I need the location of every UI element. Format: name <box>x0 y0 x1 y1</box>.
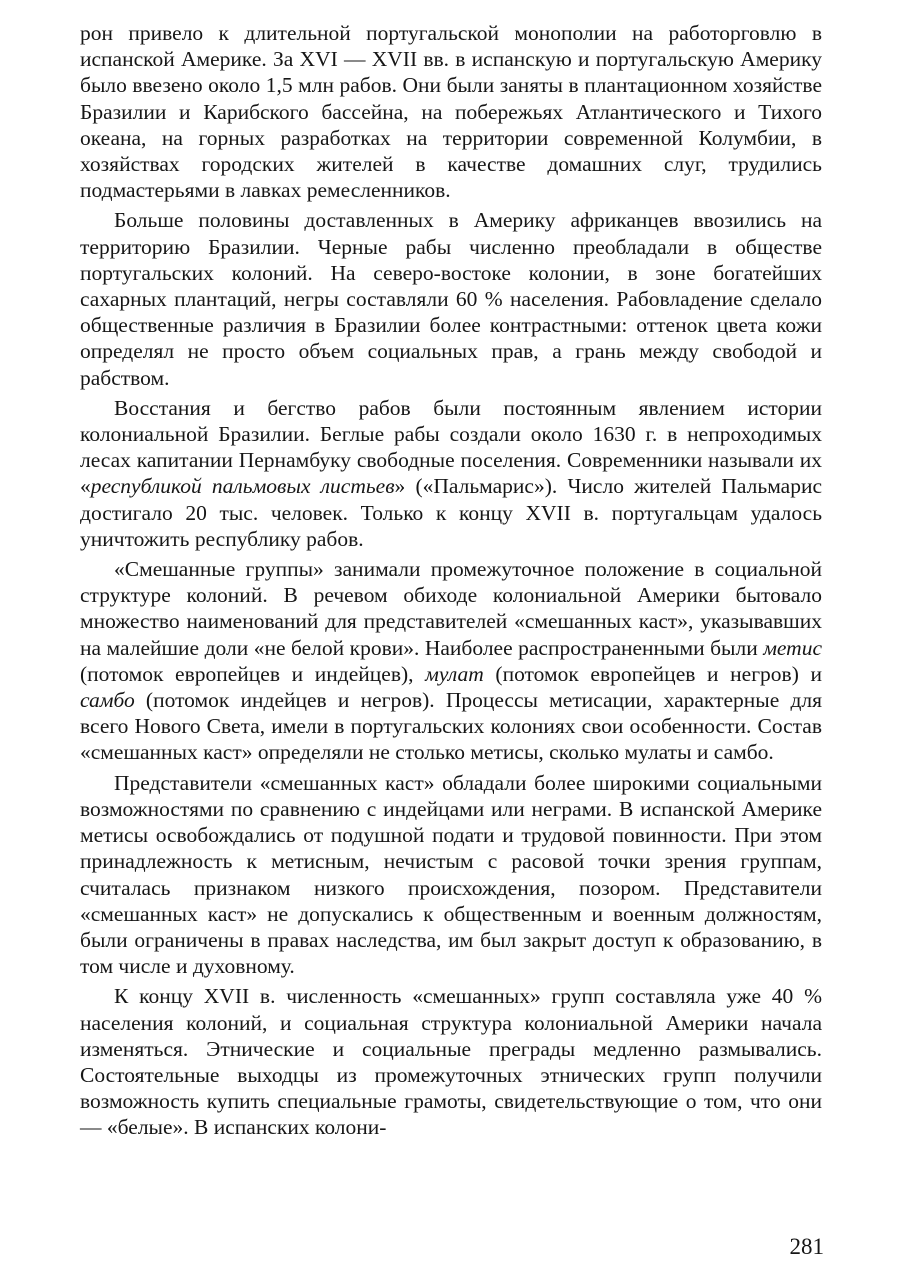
paragraph <box>80 20 822 203</box>
page-number: 281 <box>789 1234 824 1259</box>
italic-term: самбо <box>80 688 135 713</box>
text-run: (потомок индейцев и негров). Процессы метисации, характерные для всего Нового Света, имели в португальских колониях свои особенности. Состав «смешанных каст» определяли не столько метисы, сколько мулаты и самбо. <box>80 688 822 765</box>
text-run: рон привело к длительной португальской монополии на работорговлю в испанской Америке. За XVI — XVII вв. в испанскую и португальскую Америку было ввезено около 1,5 млн рабов. Они были заняты в плантационном хозяйстве Бразилии и Карибского бассейна, на побережьях Атлантического и Тихого океана, на горных разработках на территории современной Колумбии, в хозяйствах городских жителей в качестве домашних слуг, трудились подмастерьями в лавках ремесленников. <box>80 21 822 203</box>
paragraph <box>80 395 822 552</box>
text-run: (потомок европейцев и индейцев), <box>80 661 426 686</box>
italic-term: метис <box>763 635 822 660</box>
italic-term: республикой пальмовых листьев <box>90 474 395 499</box>
text-run: » («Пальмарис»). Число жителей Пальмарис достигало 20 тыс. человек. Только к концу XVII в. португальцам удалось уничтожить республику рабов. <box>80 474 822 551</box>
text-run: К концу XVII в. численность «смешанных» групп составляла уже 40 % населения колоний, и социальная структура колониальной Америки начала изменяться. Этнические и социальные преграды медленно размывались. Состоятельные выходцы из промежуточных этнических групп получили возможность купить специальные грамоты, свидетельствующие о том, что они — «белые». В испанских колони- <box>80 984 822 1140</box>
paragraph <box>80 983 822 1140</box>
text-run: (потомок европейцев и негров) и <box>483 661 823 686</box>
paragraph <box>80 556 822 766</box>
text-run: Представители «смешанных каст» обладали более широкими социальными возможностями по сравнению с индейцами или неграми. В испанской Америке метисы освобождались от подушной подати и трудовой повинности. При этом принадлежность к метисным, нечистым с расовой точки зрения группам, считалась признаком низкого происхождения, позором. Представители «смешанных каст» не допускались к общественным и военным должностям, были ограничены в правах наследства, им был закрыт доступ к образованию, в том числе и духовному. <box>80 770 822 979</box>
text-run: Больше половины доставленных в Америку африканцев ввозились на территорию Бразилии. Черные рабы численно преобладали в обществе португальских колоний. На северо-востоке колонии, в зоне богатейших сахарных плантаций, негры составляли 60 % населения. Рабовладение сделало общественные различия в Бразилии более контрастными: оттенок цвета кожи определял не просто объем социальных прав, а грань между свободой и рабством. <box>80 208 822 390</box>
page-body <box>80 20 822 1145</box>
text-run: «Смешанные группы» занимали промежуточное положение в социальной структуре колоний. В речевом обиходе колониальной Америки бытовало множество наименований для представителей «смешанных каст», указывавших на малейшие доли «не белой крови». Наиболее распространенными были <box>80 557 822 660</box>
italic-term: мулат <box>425 661 484 686</box>
paragraph <box>80 207 822 390</box>
paragraph <box>80 770 822 980</box>
text-run: Восстания и бегство рабов были постоянным явлением истории колониальной Бразилии. Беглые рабы создали около 1630 г. в непроходимых лесах капитании Пернамбуку свободные поселения. Современники называли их « <box>80 395 822 499</box>
